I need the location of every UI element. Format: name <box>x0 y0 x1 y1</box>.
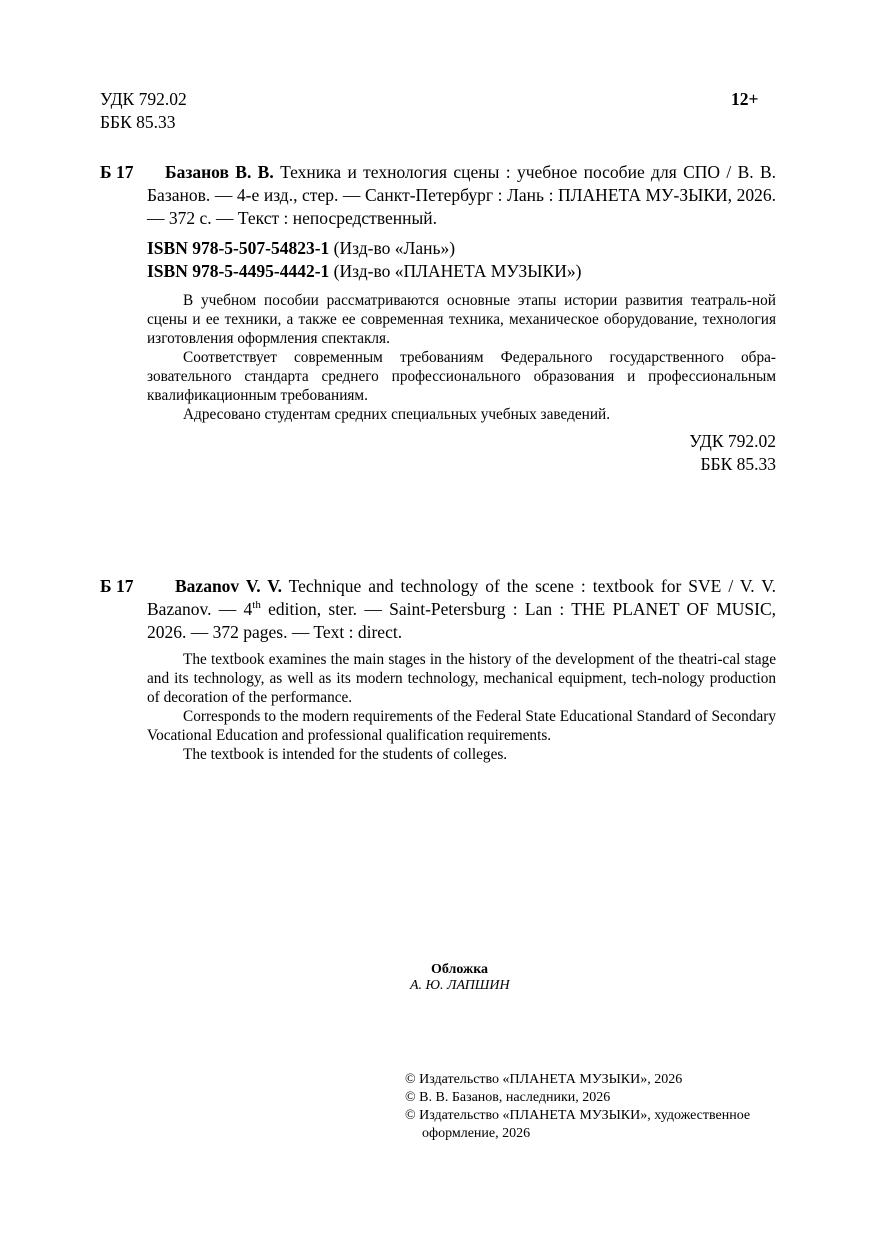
copyright-line: © Издательство «ПЛАНЕТА МУЗЫКИ», художественное оформление, 2026 <box>405 1108 751 1141</box>
copyright-block <box>405 1071 785 1143</box>
en-abstract-paragraph: Corresponds to the modern requirements of the Federal State Educational Standard of Secondary Vocational Education and professional qualification requirements. <box>147 708 777 744</box>
en-abstract <box>147 650 776 764</box>
ru-isbn-1-number: ISBN 978-5-507-54823-1 <box>147 238 330 258</box>
ru-abstract <box>147 291 776 424</box>
copyright-line: © Издательство «ПЛАНЕТА МУЗЫКИ», 2026 <box>405 1072 683 1087</box>
en-abstract-paragraph: The textbook is intended for the students of colleges. <box>183 746 508 763</box>
en-bibliographic-description <box>147 575 776 644</box>
en-description-part1: Technique and technology of the scene : textbook for SVE / V. V. Bazanov. — 4 <box>147 576 776 619</box>
ru-isbn-1-publisher: (Изд-во «Лань») <box>333 238 456 258</box>
en-edition-superscript: th <box>252 599 261 612</box>
copyright-line: © В. В. Базанов, наследники, 2026 <box>405 1090 611 1105</box>
ru-udk: УДК 792.02 <box>689 431 776 451</box>
header-bbk: ББК 85.33 <box>100 112 176 132</box>
en-description-part2: edition, ster. — Saint-Petersburg : Lan : THE PLANET OF MUSIC, 2026. — 372 pages. — Text : direct. <box>147 599 776 642</box>
ru-bbk: ББК 85.33 <box>700 454 776 474</box>
ru-isbn-2 <box>147 260 776 283</box>
ru-description: Техника и технология сцены : учебное пособие для СПО / В. В. Базанов. — 4-е изд., стер. — Санкт-Петербург : Лань : ПЛАНЕТА МУ-ЗЫКИ, 2026. — 372 с. — Текст : непосредственный. <box>147 162 777 228</box>
ru-isbn-2-publisher: (Изд-во «ПЛАНЕТА МУЗЫКИ») <box>333 261 582 281</box>
en-abstract-paragraph: The textbook examines the main stages in the history of the development of the theatri-cal stage and its technology, as well as its modern technology, mechanical equipment, tech-nology production of decoration of the performance. <box>147 651 776 706</box>
ru-isbn-1 <box>147 237 776 260</box>
cover-credit-name: А. Ю. ЛАПШИН <box>410 978 510 993</box>
header-udk: УДК 792.02 <box>100 89 187 109</box>
ru-abstract-paragraph: В учебном пособии рассматриваются основные этапы истории развития театраль-ной сцены и ее техники, а также ее современная техника, механическое оборудование, технология изготовления оформления спектакля. <box>147 292 776 347</box>
ru-isbn-2-number: ISBN 978-5-4495-4442-1 <box>147 261 330 281</box>
age-rating: 12+ <box>731 89 759 109</box>
ru-abstract-paragraph: Адресовано студентам средних специальных учебных заведений. <box>183 406 611 423</box>
en-author: Bazanov V. V. <box>175 576 282 596</box>
ru-author: Базанов В. В. <box>165 162 274 182</box>
ru-author-sign: Б 17 <box>100 162 134 182</box>
ru-bibliographic-description <box>147 161 776 230</box>
cover-credit-label: Обложка <box>431 962 489 977</box>
ru-abstract-paragraph: Соответствует современным требованиям Федерального государственного обра-зовательного стандарта среднего профессионального образования и профессиональным квалификационным требованиям. <box>147 349 776 404</box>
en-author-sign: Б 17 <box>100 576 134 596</box>
